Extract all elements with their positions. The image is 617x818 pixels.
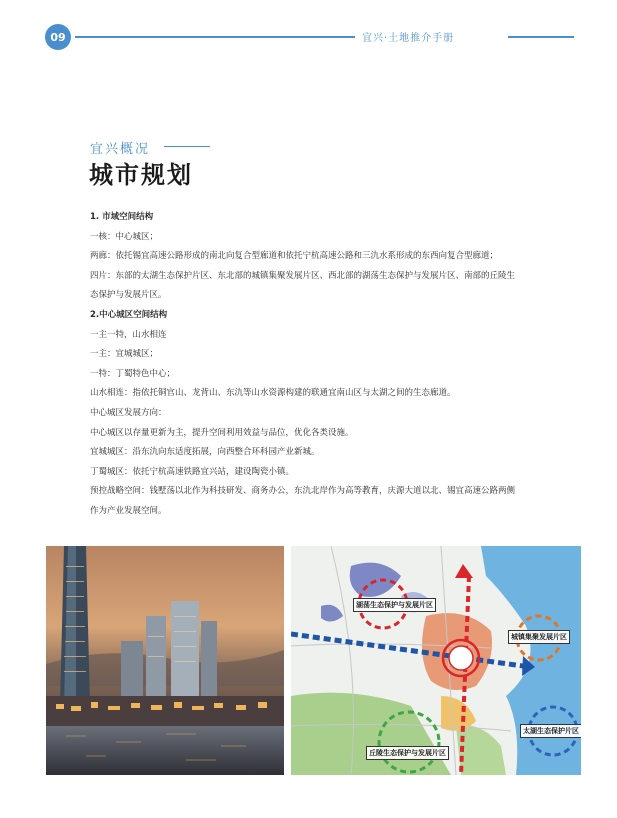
- body-line: 预控战略空间：钱墅荡以北作为科技研发、商务办公，东氿北岸作为高等教育，庆源大道以北、锡宜高速公路两侧: [90, 486, 516, 497]
- body-line: 作为产业发展空间。: [90, 505, 167, 516]
- body-line: 一主一特，山水相连: [90, 329, 167, 340]
- body-line: 宜城城区：沿东氿向东适度拓展，向西整合环科园产业新城。: [90, 447, 320, 458]
- header-divider-right: [508, 36, 574, 38]
- section-label: 宜兴概况: [90, 142, 151, 157]
- header-title: 宜兴·土地推介手册: [362, 33, 455, 44]
- map-label-south: 丘陵生态保护与发展片区: [366, 746, 449, 760]
- body-line: 一核：中心城区；: [90, 231, 159, 242]
- body-line: 中心城区以存量更新为主，提升空间利用效益与品位，优化各类设施。: [90, 427, 354, 438]
- body-line: 一主：宜城城区；: [90, 349, 159, 360]
- city-rendering-photo: [46, 546, 284, 775]
- section-label-divider: [164, 146, 210, 147]
- body-line: 山水相连：指依托铜官山、龙背山、东氿等山水资源构建的联通宜南山区与太湖之间的生态廊道。: [90, 388, 456, 399]
- body-line: 2.中心城区空间结构: [90, 309, 168, 320]
- page-number-badge: 09: [45, 24, 71, 50]
- body-line: 中心城区发展方向：: [90, 407, 167, 418]
- section-title: 城市规划: [89, 161, 193, 189]
- planning-map: [291, 546, 581, 775]
- body-line: 一特：丁蜀特色中心；: [90, 368, 176, 379]
- body-line: 两廊：依托锡宜高速公路形成的南北向复合型廊道和依托宁杭高速公路和三氿水系形成的东西向复合型廊道；: [90, 251, 499, 262]
- map-label-east: 太湖生态保护片区: [520, 724, 581, 738]
- planning-map-illustration: [291, 546, 581, 775]
- body-line: 态保护与发展片区。: [90, 290, 167, 301]
- map-label-northeast: 城镇集聚发展片区: [508, 630, 570, 644]
- body-line: 四片：东部的太湖生态保护片区、东北部的城镇集聚发展片区、西北部的湖荡生态保护与发展片区、南部的丘陵生: [90, 270, 516, 281]
- body-line: 丁蜀城区：依托宁杭高速铁路宜兴站，建设陶瓷小镇。: [90, 466, 295, 477]
- header-divider: [75, 36, 355, 38]
- body-line: 1. 市域空间结构: [90, 212, 154, 222]
- city-rendering-illustration: [46, 546, 284, 775]
- body-text: [90, 208, 550, 522]
- map-label-northwest: 湖荡生态保护与发展片区: [353, 598, 436, 612]
